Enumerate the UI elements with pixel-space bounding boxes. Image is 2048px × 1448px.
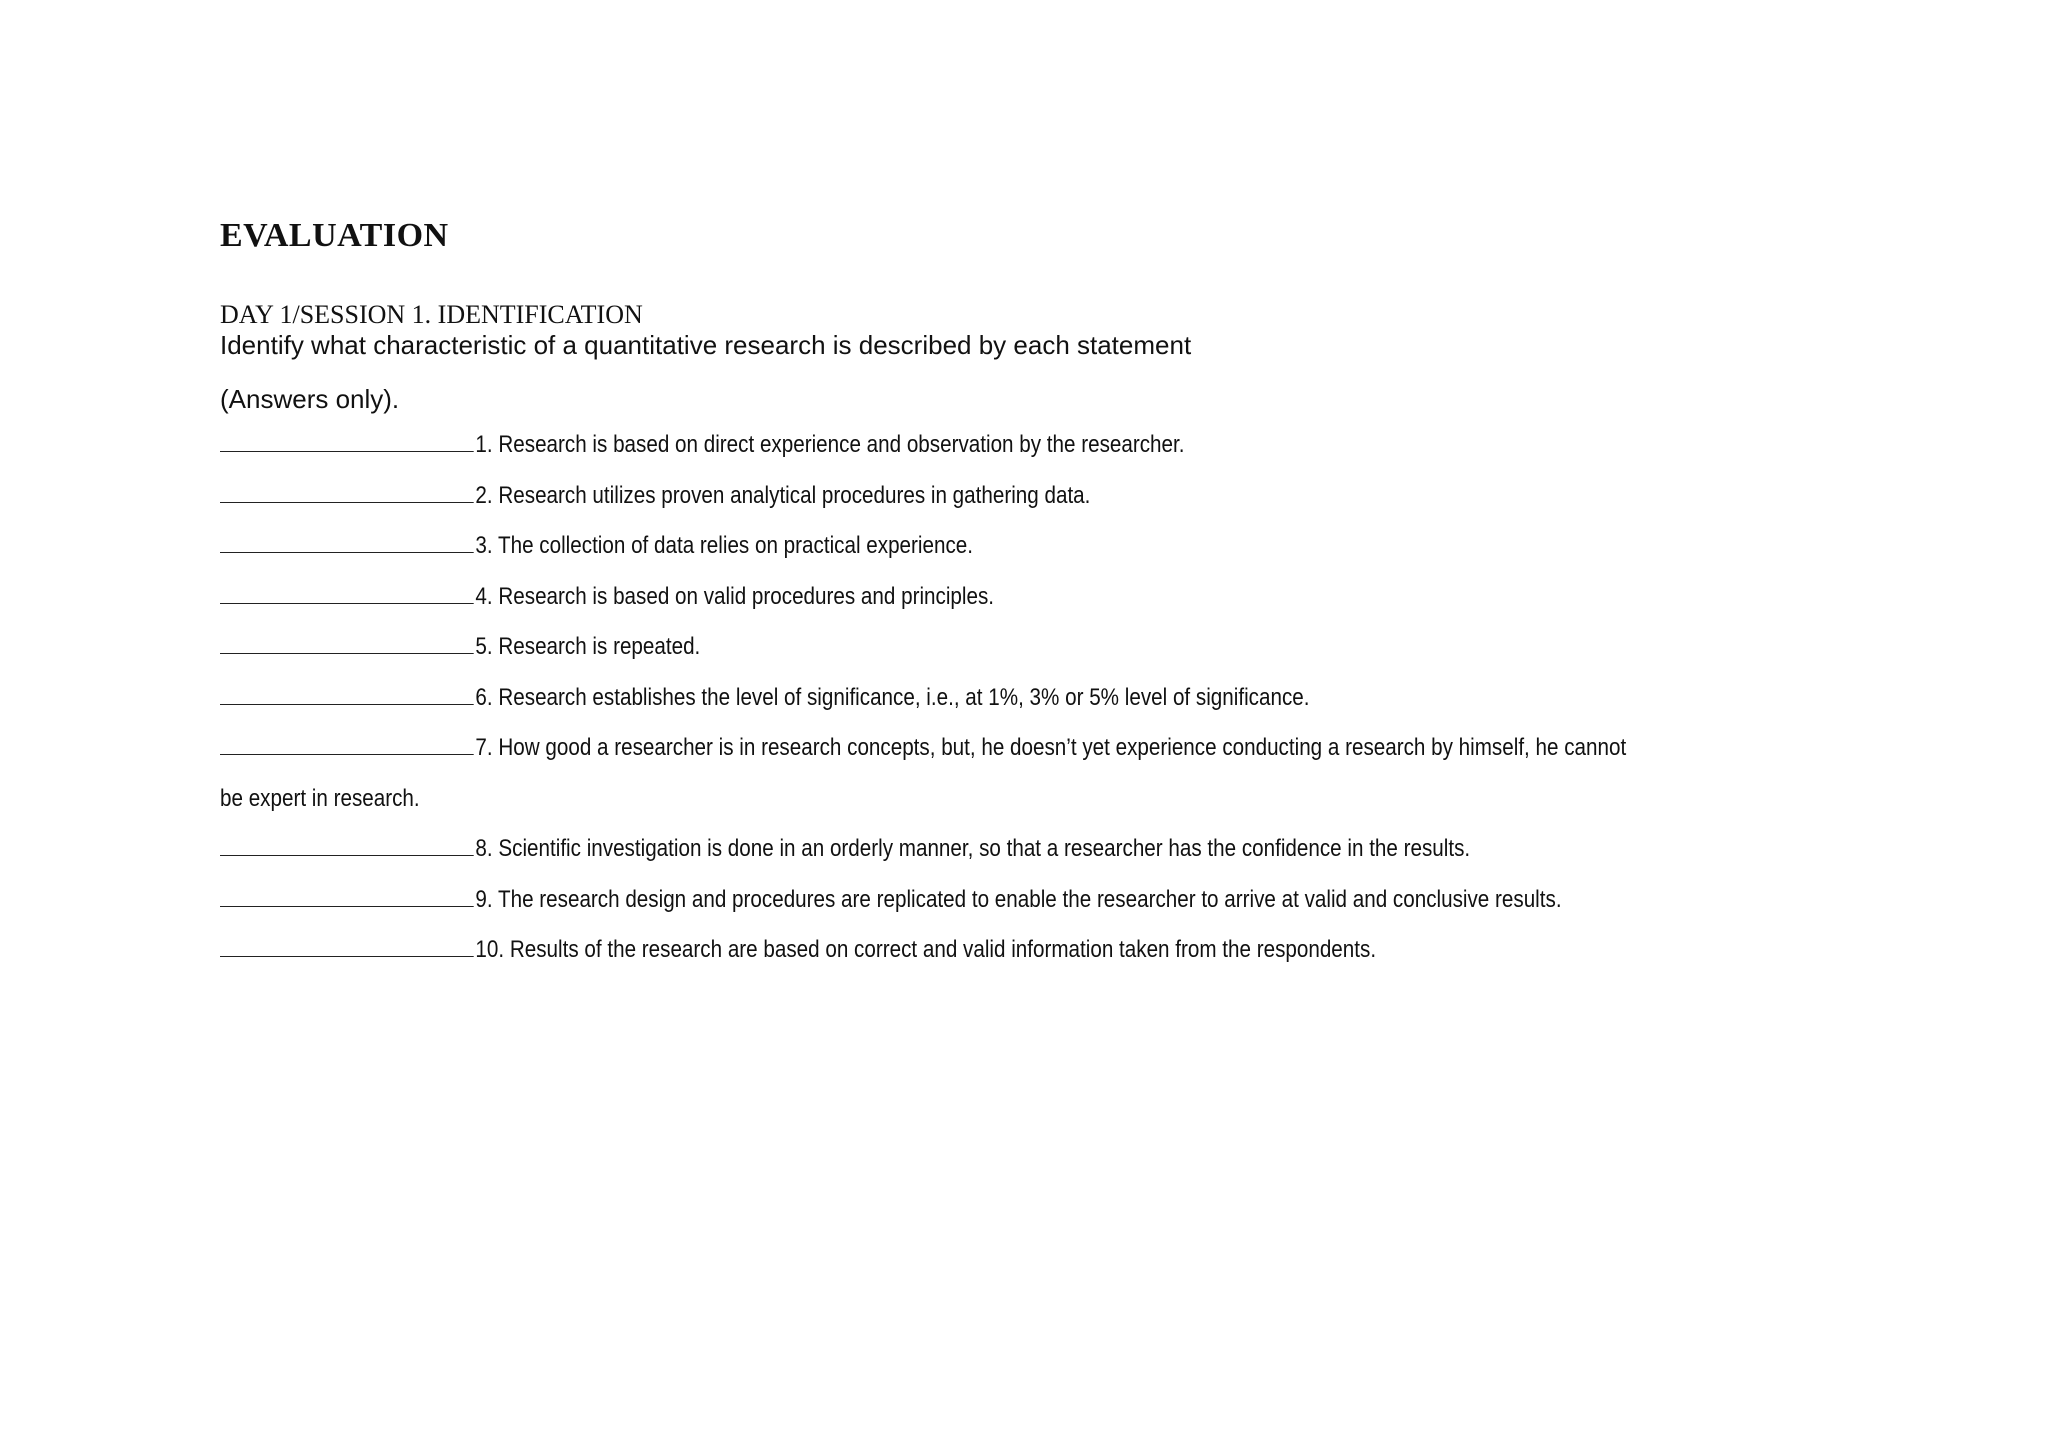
answer-blank[interactable] (220, 652, 474, 654)
question-item (220, 572, 1630, 623)
session-heading: DAY 1/SESSION 1. IDENTIFICATION (220, 300, 643, 329)
answer-blank[interactable] (220, 905, 474, 907)
question-item (220, 471, 1630, 522)
question-text: 1. Research is based on direct experience and observation by the researcher. (475, 431, 1185, 458)
question-item (220, 420, 1630, 471)
question-item (220, 925, 1630, 976)
question-text: 7. How good a researcher is in research concepts, but, he doesn’t yet experience conducting a research by himself, he cannot (475, 734, 1627, 761)
question-item (220, 723, 1630, 774)
instruction-note: (Answers only). (220, 384, 400, 414)
question-item (220, 622, 1630, 673)
question-text: 5. Research is repeated. (475, 633, 701, 660)
answer-blank[interactable] (220, 501, 474, 503)
question-item (220, 673, 1630, 724)
question-text: 6. Research establishes the level of significance, i.e., at 1%, 3% or 5% level of significance. (475, 683, 1310, 711)
answer-blank[interactable] (220, 854, 474, 856)
question-text: 9. The research design and procedures are replicated to enable the researcher to arrive at valid and conclusive results. (475, 885, 1562, 913)
question-item (220, 824, 1630, 875)
answer-blank[interactable] (220, 753, 474, 755)
answer-blank[interactable] (220, 703, 474, 705)
question-text: 2. Research utilizes proven analytical procedures in gathering data. (475, 481, 1091, 509)
question-item (220, 521, 1630, 572)
worksheet-page (220, 216, 1860, 976)
question-continuation: be expert in research. (220, 784, 420, 812)
question-text: 4. Research is based on valid procedures and principles. (475, 582, 995, 610)
answer-blank[interactable] (220, 955, 474, 957)
question-text: 8. Scientific investigation is done in an orderly manner, so that a researcher has the confidence in the results. (475, 835, 1471, 862)
question-item (220, 875, 1630, 926)
answer-blank[interactable] (220, 450, 474, 452)
question-list (220, 420, 1860, 976)
answer-blank[interactable] (220, 551, 474, 553)
page-title: EVALUATION (220, 217, 449, 254)
question-text: 10. Results of the research are based on correct and valid information taken from the respondents. (475, 936, 1377, 963)
instruction-text: Identify what characteristic of a quantitative research is described by each statement (220, 330, 1192, 360)
answer-blank[interactable] (220, 602, 474, 604)
question-text: 3. The collection of data relies on practical experience. (475, 532, 973, 559)
